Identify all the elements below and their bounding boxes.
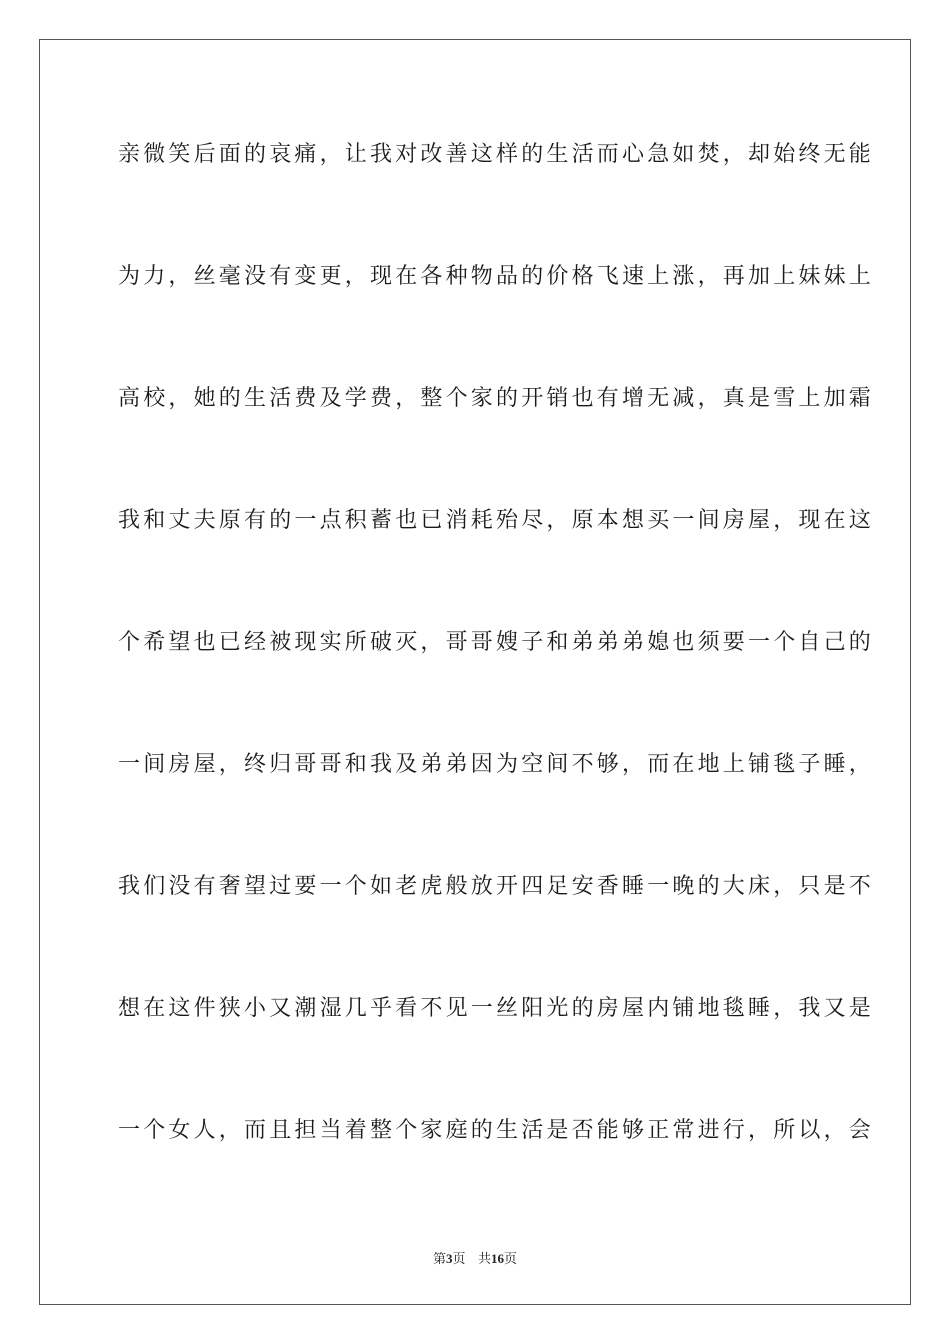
text-line: 高校，她的生活费及学费，整个家的开销也有增无减，真是雪上加霜 (118, 386, 875, 411)
text-line: 我和丈夫原有的一点积蓄也已消耗殆尽，原本想买一间房屋，现在这 (118, 508, 875, 533)
page-suffix: 页 (452, 1252, 466, 1267)
page-number: 3 (446, 1251, 453, 1266)
text-line: 一个女人，而且担当着整个家庭的生活是否能够正常进行，所以，会 (118, 1118, 875, 1143)
total-pages: 16 (490, 1251, 504, 1266)
text-line: 为力，丝毫没有变更，现在各种物品的价格飞速上涨，再加上妹妹上 (118, 264, 875, 289)
text-line: 个希望也已经被现实所破灭，哥哥嫂子和弟弟弟媳也须要一个自己的 (118, 630, 875, 655)
total-prefix: 共 (477, 1252, 491, 1267)
text-line: 想在这件狭小又潮湿几乎看不见一丝阳光的房屋内铺地毯睡，我又是 (118, 996, 875, 1021)
page-footer (0, 1248, 950, 1267)
text-line: 一间房屋，终归哥哥和我及弟弟因为空间不够，而在地上铺毯子睡， (118, 752, 875, 777)
page-prefix: 第 (433, 1252, 447, 1267)
text-line: 亲微笑后面的哀痛，让我对改善这样的生活而心急如焚，却始终无能 (118, 142, 875, 167)
text-line: 我们没有奢望过要一个如老虎般放开四足安香睡一晚的大床，只是不 (118, 874, 875, 899)
document-body (118, 130, 875, 1228)
total-suffix: 页 (503, 1252, 517, 1267)
